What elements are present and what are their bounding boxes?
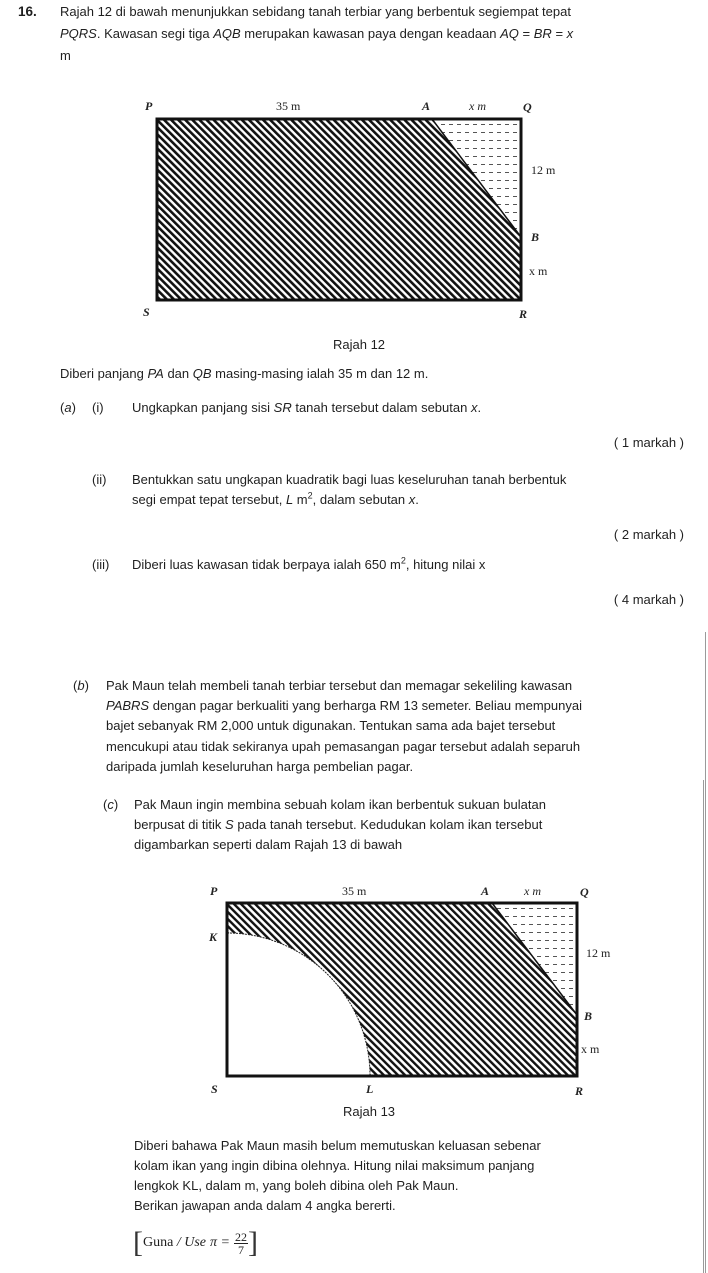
label-R: R xyxy=(519,307,528,321)
label-S: S xyxy=(143,305,150,319)
part-a-ii-label: (ii) xyxy=(92,472,107,487)
part-b-line-4: mencukupi atau tidak sekiranya upah pemasangan pagar tersebut adalah separuh xyxy=(106,739,581,754)
label-K: K xyxy=(209,930,218,944)
part-c-after-line-2: kolam ikan yang ingin dibina olehnya. Hitung nilai maksimum panjang xyxy=(134,1158,535,1173)
part-c-line-1: Pak Maun ingin membina sebuah kolam ikan berbentuk sukuan bulatan xyxy=(134,797,546,812)
part-a-iii-text: Diberi luas kawasan tidak berpaya ialah 650 $m^2$, hitung nilai x xyxy=(132,555,486,572)
fraction-22-over-7: $\frac{22}{7}$ xyxy=(234,1229,247,1257)
label-A: A xyxy=(481,884,490,898)
part-b-line-5: daripada jumlah keseluruhan harga pembelian pagar. xyxy=(106,759,414,774)
part-a-ii-line2: segi empat tepat tersebut, L $m^2$, dalam sebutan x. xyxy=(132,490,419,507)
label-PA-length: 35 m xyxy=(342,884,367,898)
part-a-label: (a) xyxy=(60,400,76,415)
label-L: L xyxy=(366,1082,374,1096)
label-AQ-length: x m xyxy=(524,884,541,898)
part-a-ii-line1: Bentukkan satu ungkapan kuadratik bagi luas keseluruhan tanah berbentuk xyxy=(132,472,567,487)
right-bracket: ] xyxy=(247,1226,258,1259)
intro-line-3: m xyxy=(60,48,71,63)
label-A: A xyxy=(422,99,431,113)
part-a-iii-label: (iii) xyxy=(92,557,110,572)
left-bracket: [ xyxy=(133,1226,143,1259)
label-BR-length: x m xyxy=(581,1042,600,1056)
part-c-after-line-1: Diberi bahawa Pak Maun masih belum memutuskan keluasan sebenar xyxy=(134,1138,541,1153)
part-a-iii-marks: ( 4 markah ) xyxy=(613,592,684,607)
part-a-i-text: Ungkapkan panjang sisi SR tanah tersebut dalam sebutan x. xyxy=(132,400,482,415)
label-R: R xyxy=(575,1084,584,1098)
figure-13-caption: Rajah 13 xyxy=(343,1104,396,1119)
question-number: 16. xyxy=(18,4,37,19)
label-Q: Q xyxy=(580,885,589,899)
label-Q: Q xyxy=(523,100,532,114)
label-B: B xyxy=(584,1009,593,1023)
part-a-i-label: (i) xyxy=(92,400,104,415)
label-BR-length: x m xyxy=(529,264,548,278)
part-a-i-marks: ( 1 markah ) xyxy=(613,435,684,450)
intro-line-1: Rajah 12 di bawah menunjukkan sebidang tanah terbiar yang berbentuk segiempat tepat xyxy=(60,4,571,19)
label-QB-length: 12 m xyxy=(531,163,556,177)
part-c-after-line-4: Berikan jawapan anda dalam 4 angka bererti. xyxy=(134,1198,396,1213)
part-c-after-line-3: lengkok KL, dalam m, yang boleh dibina oleh Pak Maun. xyxy=(134,1178,459,1193)
label-P: P xyxy=(210,884,218,898)
label-QB-length: 12 m xyxy=(586,946,611,960)
part-b-line-3: bajet sebanyak RM 2,000 untuk digunakan. Tentukan sama ada bajet tersebut xyxy=(106,718,556,733)
part-c-line-2: berpusat di titik S pada tanah tersebut. Kedudukan kolam ikan tersebut xyxy=(134,817,543,832)
part-c-line-3: digambarkan seperti dalam Rajah 13 di bawah xyxy=(134,837,403,852)
intro-line-2: PQRS. Kawasan segi tiga AQB merupakan kawasan paya dengan keadaan AQ = BR = x xyxy=(60,26,574,41)
given-text: Diberi panjang PA dan QB masing-masing ialah 35 m dan 12 m. xyxy=(60,366,429,381)
label-P: P xyxy=(145,99,153,113)
part-a-ii-marks: ( 2 markah ) xyxy=(613,527,684,542)
part-c-label: (c) xyxy=(103,797,119,812)
label-AQ-length: x m xyxy=(469,99,486,113)
part-b-line-2: PABRS dengan pagar berkualiti yang berharga RM 13 semeter. Beliau mempunyai xyxy=(106,698,582,713)
part-b-line-1: Pak Maun telah membeli tanah terbiar tersebut dan memagar sekeliling kawasan xyxy=(106,678,573,693)
pi-formula: [ Guna / Use π = $\frac{22}{7}$ ] xyxy=(133,1226,258,1259)
label-B: B xyxy=(531,230,540,244)
part-b-label: (b) xyxy=(73,678,89,693)
label-S: S xyxy=(211,1082,218,1096)
label-PA-length: 35 m xyxy=(276,99,301,113)
figure-12-caption: Rajah 12 xyxy=(333,337,386,352)
